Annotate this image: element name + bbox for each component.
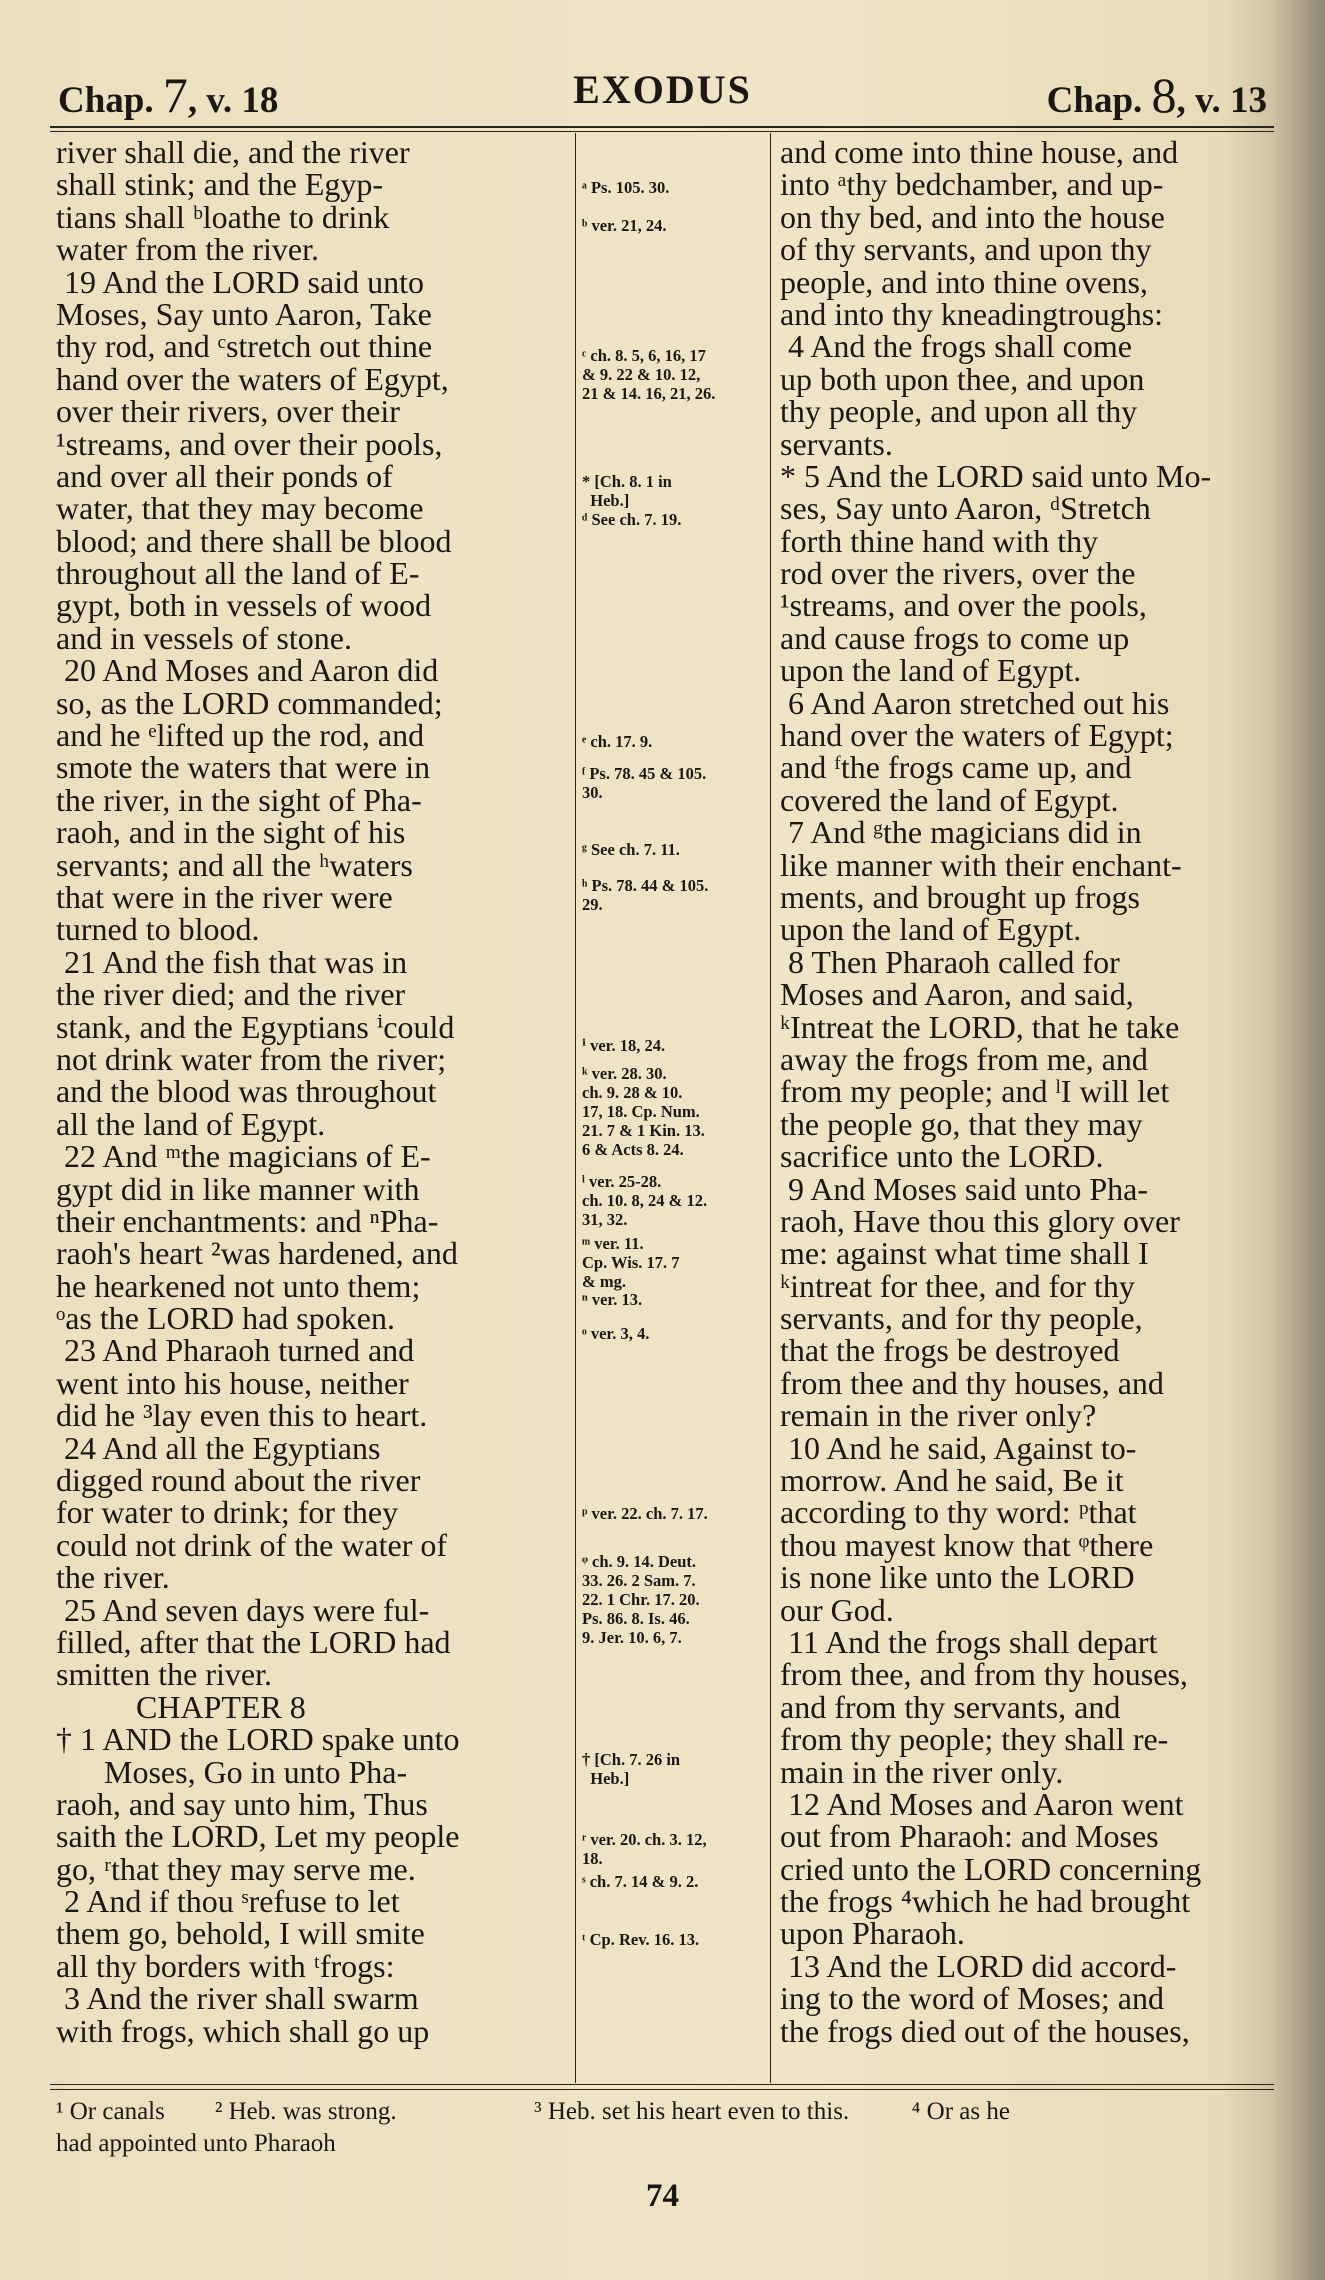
right-column-line: and into thy kneadingtroughs:: [780, 295, 1164, 332]
right-column-line: and come into thine house, and: [780, 134, 1179, 170]
header-right-chapter-number: 8: [1151, 67, 1177, 123]
right-column-line: the people go, that they may: [780, 1105, 1143, 1142]
left-column-line: 20 And Moses and Aaron did: [56, 652, 439, 689]
left-text-column: [56, 136, 566, 2047]
left-column-line: gypt, both in vessels of wood: [56, 587, 432, 624]
left-column-line: and in vessels of stone.: [56, 619, 352, 656]
right-column-line: and cause frogs to come up: [780, 619, 1130, 656]
right-column-line: is none like unto the LORD: [780, 1559, 1135, 1596]
left-column-line: water, that they may become: [56, 490, 424, 527]
cross-reference: ʳ ver. 20. ch. 3. 12, 18.: [582, 1830, 707, 1868]
left-column-line: went into his house, neither: [56, 1364, 409, 1401]
left-column-line: raoh's heart ²was hardened, and: [56, 1235, 458, 1272]
footnote-line-1: ¹ Or canals ² Heb. was strong. ³ Heb. set his heart even to this. ⁴ Or as he: [56, 2098, 1010, 2125]
right-column-line: 4 And the frogs shall come: [780, 328, 1132, 365]
right-column-line: that the frogs be destroyed: [780, 1332, 1120, 1369]
left-column-line: all thy borders with ᵗfrogs:: [56, 1947, 395, 1984]
right-text-column: [780, 136, 1274, 2047]
cross-reference: ᶠ Ps. 78. 45 & 105. 30.: [582, 764, 707, 802]
cross-reference: ᵏ ver. 28. 30. ch. 9. 28 & 10. 17, 18. Cp. Num. 21. 7 & 1 Kin. 13. 6 & Acts 8. 24.: [582, 1064, 705, 1159]
right-column-line: like manner with their enchant-: [780, 846, 1182, 883]
left-column-line: 25 And seven days were ful-: [56, 1591, 430, 1628]
right-column-line: upon Pharaoh.: [780, 1915, 965, 1952]
left-column-line: 24 And all the Egyptians: [56, 1429, 381, 1466]
left-column-line: Moses, Say unto Aaron, Take: [56, 295, 432, 332]
left-column-line: he hearkened not unto them;: [56, 1267, 421, 1304]
right-column-line: of thy servants, and upon thy: [780, 231, 1152, 268]
right-column-line: 13 And the LORD did accord-: [780, 1947, 1177, 1984]
right-column-line: morrow. And he said, Be it: [780, 1462, 1124, 1499]
right-column-line: 8 Then Pharaoh called for: [780, 943, 1120, 980]
right-column-line: into ᵃthy bedchamber, and up-: [780, 166, 1164, 203]
right-column-line: 7 And ᵍthe magicians did in: [780, 814, 1142, 851]
left-column-line: and he ᵉlifted up the rod, and: [56, 717, 425, 754]
column-divider-right: [770, 133, 771, 2083]
left-column-line: the river died; and the river: [56, 976, 406, 1013]
right-column-line: forth thine hand with thy: [780, 522, 1099, 559]
cross-reference: ᵍ See ch. 7. 11.: [582, 840, 680, 859]
left-column-line: shall stink; and the Egyp-: [56, 166, 384, 203]
right-column-line: main in the river only.: [780, 1753, 1064, 1790]
right-column-line: 10 And he said, Against to-: [780, 1429, 1137, 1466]
header-left-chapter-number: 7: [162, 67, 188, 123]
cross-reference: ⁿ ver. 13.: [582, 1290, 643, 1309]
left-column-line: 19 And the LORD said unto: [56, 263, 424, 300]
right-column-line: raoh, Have thou this glory over: [780, 1202, 1180, 1239]
page-number: 74: [646, 2178, 679, 2214]
left-column-line: over their rivers, over their: [56, 393, 400, 430]
footnote-rule-thin: [50, 2089, 1274, 2090]
left-column-line: thy rod, and ᶜstretch out thine: [56, 328, 433, 365]
left-column-line: water from the river.: [56, 231, 319, 268]
left-column-line: river shall die, and the river: [56, 134, 410, 170]
cross-reference: * [Ch. 8. 1 in Heb.]: [582, 472, 672, 510]
right-column-line: upon the land of Egypt.: [780, 911, 1082, 948]
right-column-line: the frogs ⁴which he had brought: [780, 1883, 1191, 1920]
column-divider-left: [575, 133, 576, 2083]
left-column-line: with frogs, which shall go up: [56, 2012, 430, 2049]
right-column-line: Moses and Aaron, and said,: [780, 976, 1134, 1013]
right-column-line: ing to the word of Moses; and: [780, 1980, 1164, 2017]
right-column-line: and from thy servants, and: [780, 1688, 1121, 1725]
right-column-line: according to thy word: ᵖthat: [780, 1494, 1137, 1531]
right-column-line: 9 And Moses said unto Pha-: [780, 1170, 1148, 1207]
left-column-line: ¹streams, and over their pools,: [56, 425, 443, 462]
header-right: [1047, 66, 1267, 124]
left-column-line: saith the LORD, Let my people: [56, 1818, 460, 1855]
right-column-line: covered the land of Egypt.: [780, 781, 1119, 818]
left-column-line: smitten the river.: [56, 1656, 272, 1693]
left-column-line: and over all their ponds of: [56, 457, 393, 494]
left-column-line: not drink water from the river;: [56, 1040, 447, 1077]
right-column-line: * 5 And the LORD said unto Mo-: [780, 457, 1212, 494]
right-column-line: thy people, and upon all thy: [780, 393, 1138, 430]
right-column-line: 11 And the frogs shall depart: [780, 1623, 1158, 1660]
left-column-line: tians shall ᵇloathe to drink: [56, 198, 390, 235]
header-right-verse: , v. 13: [1176, 80, 1267, 121]
left-column-line: raoh, and say unto him, Thus: [56, 1785, 428, 1822]
right-column-line: 12 And Moses and Aaron went: [780, 1785, 1184, 1822]
left-column-line: so, as the LORD commanded;: [56, 684, 443, 721]
right-column-line: people, and into thine ovens,: [780, 263, 1148, 300]
right-column-line: servants, and for thy people,: [780, 1300, 1143, 1337]
left-column-line: did he ³lay even this to heart.: [56, 1397, 428, 1434]
left-column-line: hand over the waters of Egypt,: [56, 360, 449, 397]
left-column-line: go, ʳthat they may serve me.: [56, 1850, 416, 1887]
left-column-line: CHAPTER 8: [56, 1688, 306, 1725]
left-column-line: gypt did in like manner with: [56, 1170, 420, 1207]
left-column-line: Moses, Go in unto Pha-: [56, 1753, 408, 1790]
left-column-line: filled, after that the LORD had: [56, 1623, 451, 1660]
left-column-line: their enchantments: and ⁿPha-: [56, 1202, 439, 1239]
right-column-line: from my people; and ˡI will let: [780, 1073, 1170, 1110]
left-column-line: the river.: [56, 1559, 170, 1596]
footnote-rule: [50, 2084, 1274, 2085]
right-column-line: ¹streams, and over the pools,: [780, 587, 1147, 624]
book-title: EXODUS: [573, 67, 752, 112]
cross-reference: ᵠ ch. 9. 14. Deut. 33. 26. 2 Sam. 7. 22. 1 Chr. 17. 20. Ps. 86. 8. Is. 46. 9. Jer. 10. 6, 7.: [582, 1552, 700, 1647]
right-column-line: ᵏintreat for thee, and for thy: [780, 1267, 1135, 1304]
left-column-line: could not drink of the water of: [56, 1526, 447, 1563]
right-column-line: me: against what time shall I: [780, 1235, 1149, 1272]
cross-reference: ᵈ See ch. 7. 19.: [582, 510, 682, 529]
cross-reference: ᵉ ch. 17. 9.: [582, 732, 653, 751]
cross-reference: ᵗ Cp. Rev. 16. 13.: [582, 1930, 700, 1949]
header-right-chap: Chap.: [1046, 80, 1143, 121]
left-column-line: smote the waters that were in: [56, 749, 431, 786]
cross-reference: ᶜ ch. 8. 5, 6, 16, 17 & 9. 22 & 10. 12, 21 & 14. 16, 21, 26.: [582, 346, 716, 403]
right-column-line: away the frogs from me, and: [780, 1040, 1148, 1077]
right-column-line: servants.: [780, 425, 893, 462]
left-column-line: raoh, and in the sight of his: [56, 814, 406, 851]
cross-reference: ᵃ Ps. 105. 30.: [582, 178, 670, 197]
left-column-line: throughout all the land of E-: [56, 555, 420, 592]
cross-reference: ⁱ ver. 18, 24.: [582, 1036, 666, 1055]
footnote-line-2: had appointed unto Pharaoh: [56, 2130, 336, 2157]
right-column-line: up both upon thee, and upon: [780, 360, 1145, 397]
left-column-line: † 1 AND the LORD spake unto: [56, 1721, 460, 1758]
left-column-line: and the blood was throughout: [56, 1073, 437, 1110]
cross-reference: ˡ ver. 25-28. ch. 10. 8, 24 & 12. 31, 32.: [582, 1172, 708, 1229]
right-column-line: ᵏIntreat the LORD, that he take: [780, 1008, 1180, 1045]
right-column-line: out from Pharaoh: and Moses: [780, 1818, 1159, 1855]
right-column-line: our God.: [780, 1591, 894, 1628]
header-left-chap: Chap.: [58, 80, 154, 121]
left-column-line: blood; and there shall be blood: [56, 522, 452, 559]
right-column-line: rod over the rivers, over the: [780, 555, 1136, 592]
right-column-line: thou mayest know that ᵠthere: [780, 1526, 1154, 1563]
left-column-line: digged round about the river: [56, 1462, 421, 1499]
left-column-line: stank, and the Egyptians ⁱcould: [56, 1008, 455, 1045]
left-column-line: 23 And Pharaoh turned and: [56, 1332, 415, 1369]
right-column-line: sacrifice unto the LORD.: [780, 1138, 1104, 1175]
cross-reference: ᵐ ver. 11. Cp. Wis. 17. 7 & mg.: [582, 1234, 680, 1291]
left-column-line: 3 And the river shall swarm: [56, 1980, 419, 2017]
left-column-line: servants; and all the ʰwaters: [56, 846, 413, 883]
cross-reference: ᵇ ver. 21, 24.: [582, 216, 667, 235]
cross-reference: † [Ch. 7. 26 in Heb.]: [582, 1750, 681, 1788]
header-left-verse: , v. 18: [187, 80, 279, 121]
right-column-line: the frogs died out of the houses,: [780, 2012, 1190, 2049]
left-column-line: for water to drink; for they: [56, 1494, 399, 1531]
right-column-line: cried unto the LORD concerning: [780, 1850, 1202, 1887]
left-column-line: 2 And if thou ˢrefuse to let: [56, 1883, 400, 1920]
left-column-line: 22 And ᵐthe magicians of E-: [56, 1138, 431, 1175]
right-column-line: from thee, and from thy houses,: [780, 1656, 1188, 1693]
right-column-line: from thee and thy houses, and: [780, 1364, 1164, 1401]
left-column-line: all the land of Egypt.: [56, 1105, 326, 1142]
left-column-line: them go, behold, I will smite: [56, 1915, 425, 1952]
right-column-line: and ᶠthe frogs came up, and: [780, 749, 1132, 786]
cross-reference: ˢ ch. 7. 14 & 9. 2.: [582, 1872, 699, 1891]
right-column-line: hand over the waters of Egypt;: [780, 717, 1174, 754]
cross-reference: ᵖ ver. 22. ch. 7. 17.: [582, 1504, 708, 1523]
left-column-line: turned to blood.: [56, 911, 260, 948]
right-column-line: ments, and brought up frogs: [780, 878, 1140, 915]
right-column-line: upon the land of Egypt.: [780, 652, 1082, 689]
left-column-line: 21 And the fish that was in: [56, 943, 408, 980]
cross-reference: ʰ Ps. 78. 44 & 105. 29.: [582, 876, 709, 914]
left-column-line: that were in the river were: [56, 878, 393, 915]
left-column-line: the river, in the sight of Pha-: [56, 781, 422, 818]
cross-reference: ᵒ ver. 3, 4.: [582, 1324, 650, 1343]
right-column-line: 6 And Aaron stretched out his: [780, 684, 1170, 721]
cross-reference-column: [582, 0, 762, 2280]
right-column-line: on thy bed, and into the house: [780, 198, 1165, 235]
right-column-line: ses, Say unto Aaron, ᵈStretch: [780, 490, 1151, 527]
left-column-line: ᵒas the LORD had spoken.: [56, 1300, 395, 1337]
right-column-line: from thy people; they shall re-: [780, 1721, 1169, 1758]
right-column-line: remain in the river only?: [780, 1397, 1097, 1434]
